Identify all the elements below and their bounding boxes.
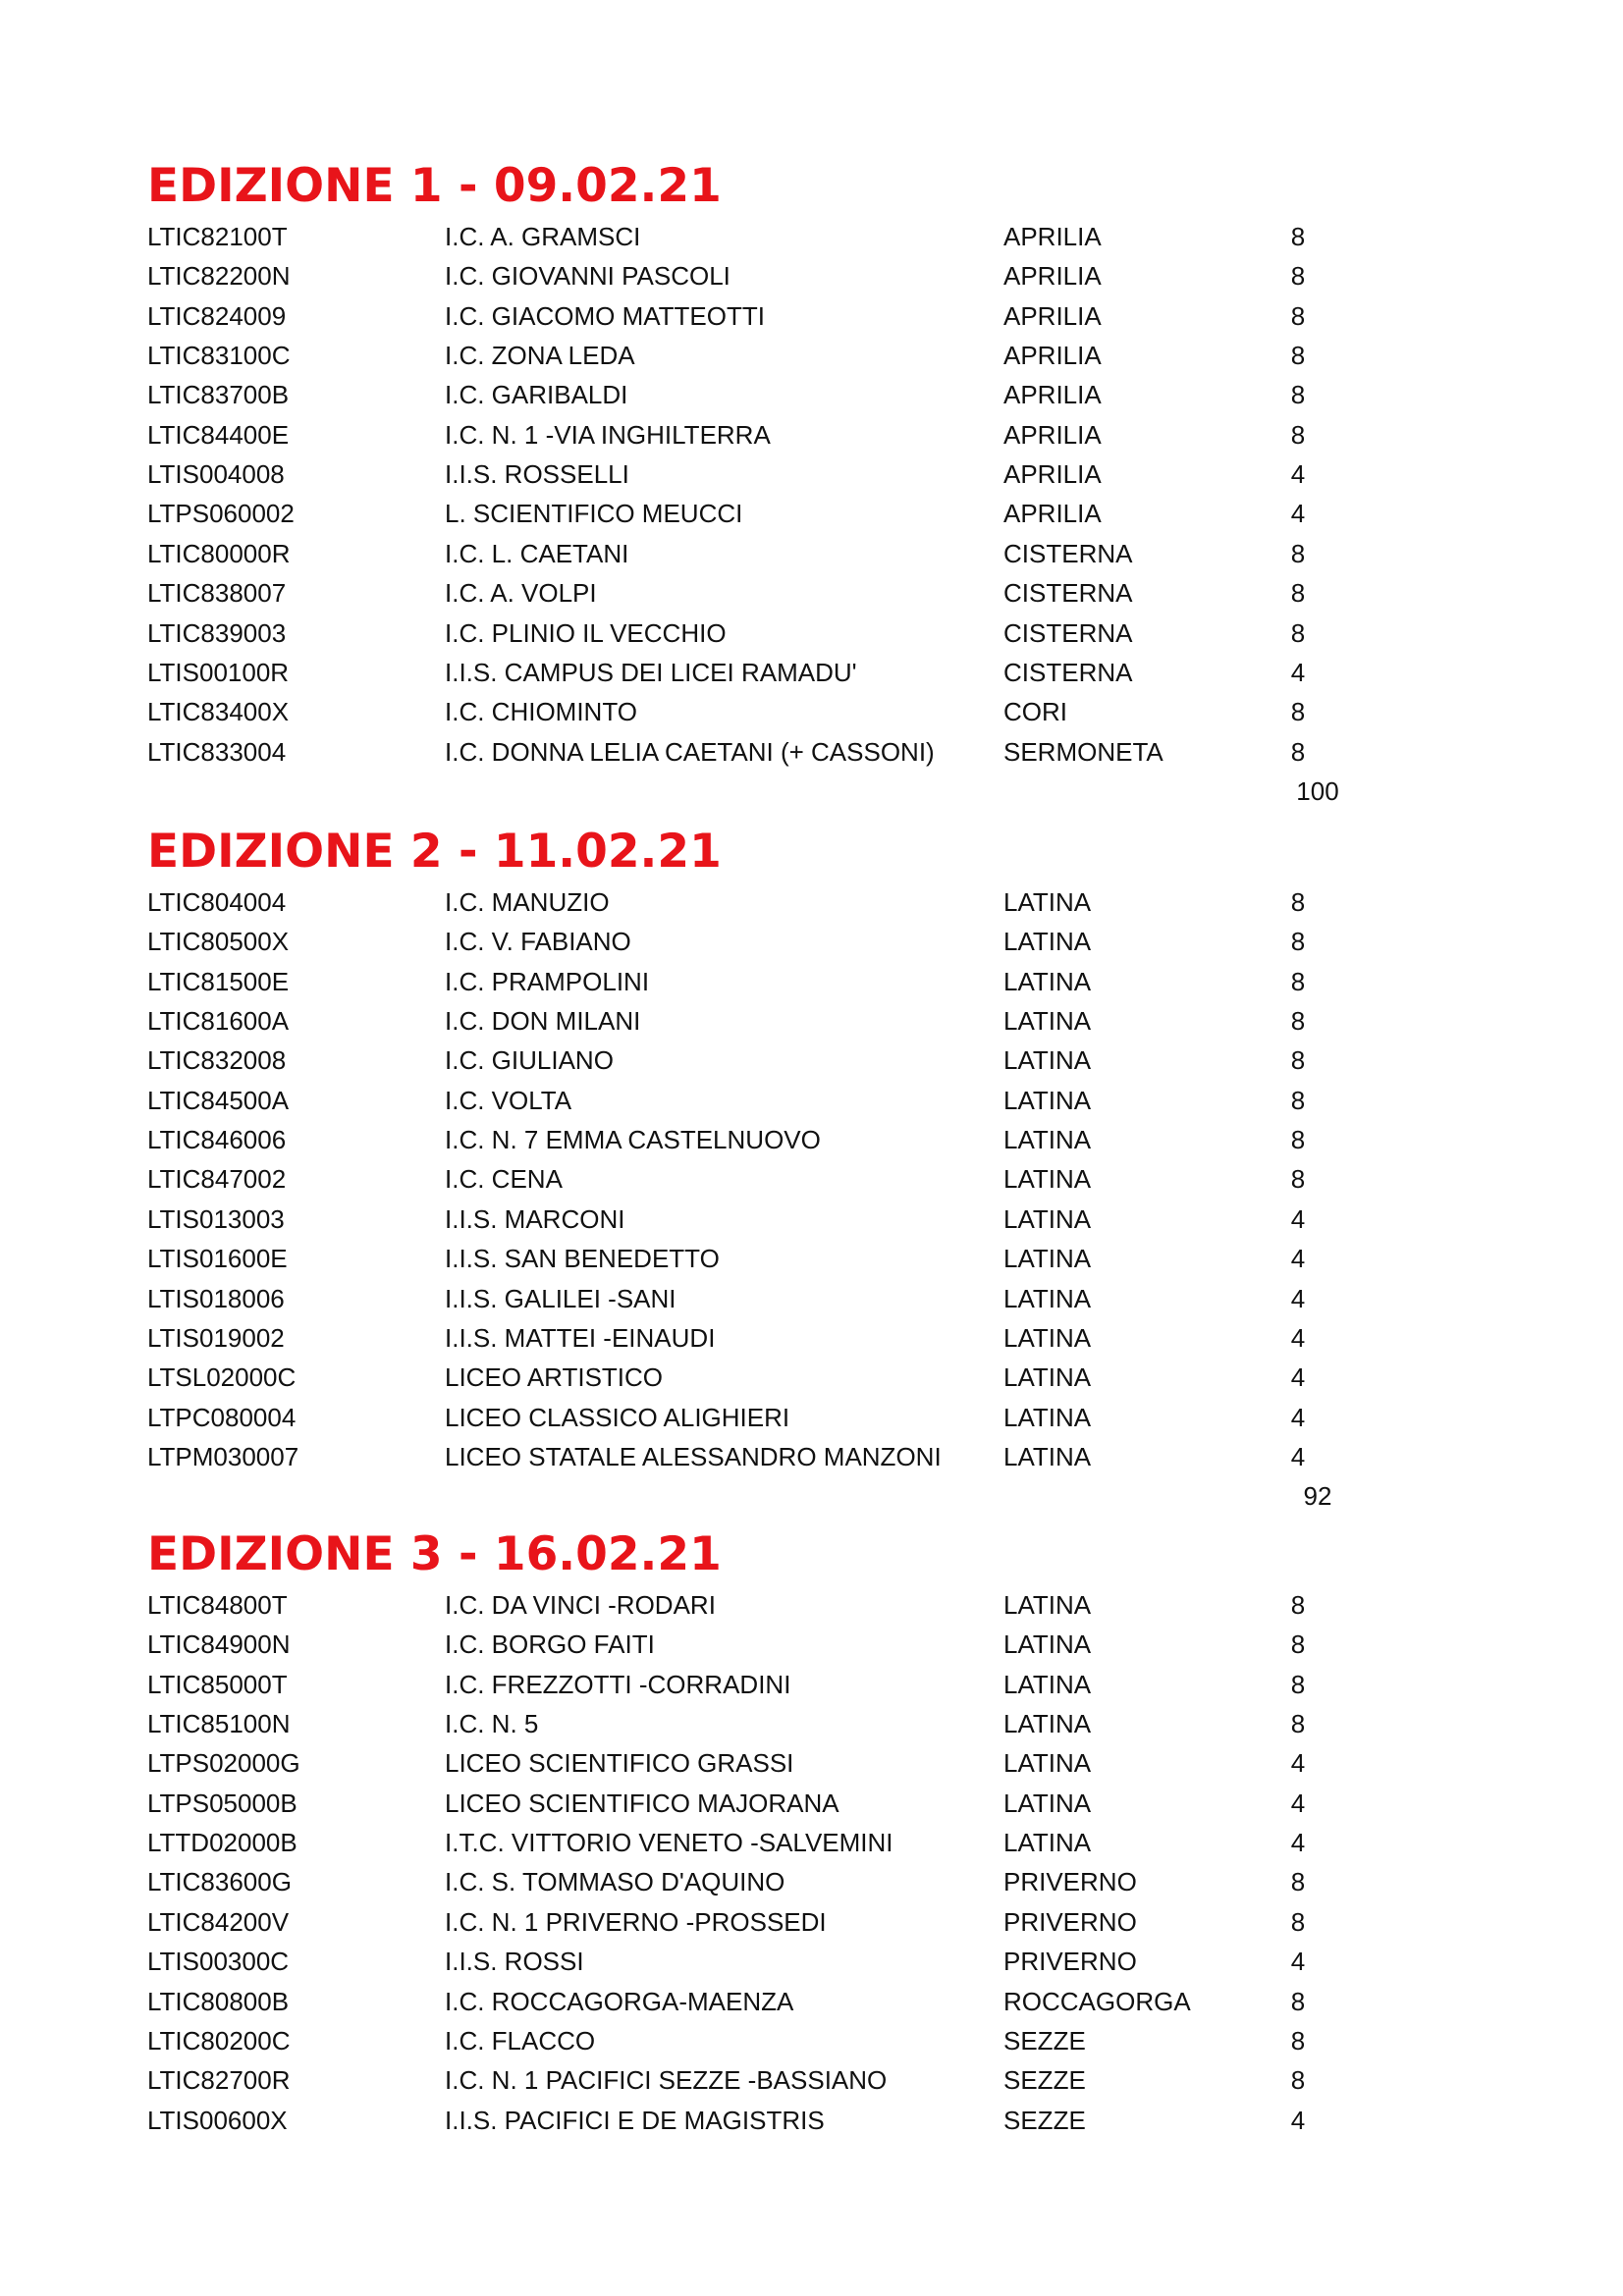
table-row [0, 962, 1623, 1001]
school-code: LTTD02000B [147, 1828, 298, 1858]
participant-count: 8 [1290, 966, 1306, 996]
school-name: LICEO SCIENTIFICO GRASSI [445, 1748, 794, 1779]
school-code: LTPS05000B [147, 1788, 298, 1818]
participant-count: 8 [1290, 1986, 1306, 2016]
table-row [0, 296, 1623, 336]
table-row [0, 1982, 1623, 2021]
school-code: LTIC81600A [147, 1006, 290, 1037]
participant-count: 8 [1290, 927, 1306, 957]
school-code: LTPC080004 [147, 1402, 297, 1432]
table-row [0, 1318, 1623, 1358]
participant-count: 4 [1290, 1203, 1306, 1234]
participant-count: 4 [1290, 1283, 1306, 1313]
participant-count: 4 [1290, 1362, 1306, 1393]
school-city: LATINA [1003, 966, 1092, 996]
participant-count: 8 [1290, 380, 1306, 410]
participant-count: 8 [1290, 1045, 1306, 1076]
school-city: APRILIA [1003, 499, 1102, 529]
school-name: I.C. CHIOMINTO [445, 697, 637, 727]
table-row [0, 1437, 1623, 1476]
school-name: LICEO STATALE ALESSANDRO MANZONI [445, 1441, 942, 1471]
table-row [0, 1665, 1623, 1704]
table-row [0, 1784, 1623, 1823]
school-city: PRIVERNO [1003, 1947, 1137, 1977]
school-city: LATINA [1003, 1669, 1092, 1699]
school-name: LICEO CLASSICO ALIGHIERI [445, 1402, 790, 1432]
table-row [0, 1239, 1623, 1278]
school-code: LTIC82700R [147, 2065, 291, 2096]
table-row [0, 692, 1623, 731]
participant-count: 8 [1290, 1669, 1306, 1699]
school-code: LTIC84200V [147, 1906, 290, 1937]
school-city: APRILIA [1003, 261, 1102, 292]
school-code: LTIC85100N [147, 1709, 291, 1739]
table-row [0, 336, 1623, 375]
school-name: I.I.S. PACIFICI E DE MAGISTRIS [445, 2105, 825, 2135]
school-name: I.C. FLACCO [445, 2025, 596, 2056]
school-name: I.C. GIULIANO [445, 1045, 614, 1076]
school-city: APRILIA [1003, 300, 1102, 331]
school-city: LATINA [1003, 1006, 1092, 1037]
school-name: I.C. DONNA LELIA CAETANI (+ CASSONI) [445, 736, 935, 767]
school-code: LTIC83600G [147, 1867, 292, 1897]
school-name: I.C. V. FABIANO [445, 927, 631, 957]
school-code: LTPM030007 [147, 1441, 299, 1471]
school-code: LTIC80800B [147, 1986, 290, 2016]
table-row [0, 375, 1623, 414]
table-row [0, 882, 1623, 922]
school-city: LATINA [1003, 1283, 1092, 1313]
school-city: LATINA [1003, 1590, 1092, 1620]
school-name: I.C. N. 7 EMMA CASTELNUOVO [445, 1125, 821, 1155]
participant-count: 8 [1290, 617, 1306, 648]
school-name: I.I.S. ROSSI [445, 1947, 584, 1977]
school-name: I.I.S. MARCONI [445, 1203, 625, 1234]
school-city: LATINA [1003, 1828, 1092, 1858]
participant-count: 4 [1290, 2105, 1306, 2135]
school-name: I.C. PRAMPOLINI [445, 966, 650, 996]
table-row [0, 2101, 1623, 2140]
school-code: LTIS01600E [147, 1244, 288, 1274]
school-city: LATINA [1003, 1748, 1092, 1779]
participant-count: 8 [1290, 2065, 1306, 2096]
school-name: I.C. L. CAETANI [445, 538, 629, 568]
school-code: LTPS02000G [147, 1748, 300, 1779]
school-name: I.C. FREZZOTTI -CORRADINI [445, 1669, 791, 1699]
school-name: I.I.S. ROSSELLI [445, 459, 629, 490]
school-city: APRILIA [1003, 419, 1102, 450]
school-code: LTIS018006 [147, 1283, 285, 1313]
school-code: LTIC839003 [147, 617, 287, 648]
participant-count: 8 [1290, 261, 1306, 292]
table-row [0, 1902, 1623, 1942]
school-name: I.I.S. GALILEI -SANI [445, 1283, 676, 1313]
table-row [0, 573, 1623, 613]
school-city: APRILIA [1003, 380, 1102, 410]
school-name: I.C. S. TOMMASO D'AQUINO [445, 1867, 785, 1897]
school-name: LICEO ARTISTICO [445, 1362, 664, 1393]
school-city: LATINA [1003, 1045, 1092, 1076]
school-code: LTIS004008 [147, 459, 285, 490]
school-city: LATINA [1003, 1788, 1092, 1818]
school-name: I.C. CENA [445, 1164, 563, 1195]
school-name: I.C. GIACOMO MATTEOTTI [445, 300, 765, 331]
table-row [0, 1862, 1623, 1901]
participant-count: 8 [1290, 736, 1306, 767]
participant-count: 4 [1290, 657, 1306, 687]
school-name: I.C. A. GRAMSCI [445, 222, 641, 251]
participant-count: 4 [1290, 499, 1306, 529]
school-city: LATINA [1003, 1709, 1092, 1739]
table-row [0, 1585, 1623, 1625]
table-row [0, 1279, 1623, 1318]
school-name: I.C. ROCCAGORGA-MAENZA [445, 1986, 794, 2016]
school-code: LTIC84400E [147, 419, 290, 450]
table-row [0, 1625, 1623, 1664]
edition-1-total: 100 [1296, 775, 1339, 806]
school-city: LATINA [1003, 1085, 1092, 1115]
school-city: APRILIA [1003, 222, 1102, 251]
school-code: LTIC847002 [147, 1164, 287, 1195]
school-name: I.T.C. VITTORIO VENETO -SALVEMINI [445, 1828, 893, 1858]
participant-count: 8 [1290, 222, 1306, 251]
school-code: LTIC824009 [147, 300, 287, 331]
table-row [0, 454, 1623, 494]
school-name: I.C. PLINIO IL VECCHIO [445, 617, 727, 648]
school-city: PRIVERNO [1003, 1867, 1137, 1897]
school-name: I.C. N. 1 -VIA INGHILTERRA [445, 419, 771, 450]
participant-count: 4 [1290, 459, 1306, 490]
participant-count: 4 [1290, 1788, 1306, 1818]
participant-count: 4 [1290, 1947, 1306, 1977]
table-row [0, 2021, 1623, 2060]
school-code: LTIC81500E [147, 966, 290, 996]
school-city: LATINA [1003, 1125, 1092, 1155]
edition-2-title: EDIZIONE 2 - 11.02.21 [147, 825, 722, 879]
participant-count: 8 [1290, 1006, 1306, 1037]
participant-count: 8 [1290, 1125, 1306, 1155]
school-name: I.C. A. VOLPI [445, 578, 597, 609]
school-name: I.C. GARIBALDI [445, 380, 628, 410]
school-code: LTIC80200C [147, 2025, 291, 2056]
school-city: LATINA [1003, 1203, 1092, 1234]
school-city: CISTERNA [1003, 657, 1133, 687]
school-code: LTIS00100R [147, 657, 290, 687]
table-row [0, 1358, 1623, 1397]
participant-count: 4 [1290, 1402, 1306, 1432]
table-row [0, 1398, 1623, 1437]
table-row [0, 1120, 1623, 1159]
school-city: LATINA [1003, 1164, 1092, 1195]
participant-count: 8 [1290, 341, 1306, 371]
school-name: I.C. N. 1 PACIFICI SEZZE -BASSIANO [445, 2065, 888, 2096]
participant-count: 4 [1290, 1322, 1306, 1353]
school-code: LTIC82200N [147, 261, 291, 292]
school-code: LTIS00600X [147, 2105, 288, 2135]
school-name: I.I.S. MATTEI -EINAUDI [445, 1322, 716, 1353]
table-row [0, 256, 1623, 295]
school-code: LTIC846006 [147, 1125, 287, 1155]
table-row [0, 1001, 1623, 1041]
table-row [0, 1200, 1623, 1239]
school-city: LATINA [1003, 1441, 1092, 1471]
table-row [0, 732, 1623, 772]
participant-count: 8 [1290, 1590, 1306, 1620]
school-city: LATINA [1003, 887, 1092, 917]
school-code: LTIC83100C [147, 341, 291, 371]
participant-count: 8 [1290, 578, 1306, 609]
school-code: LTSL02000C [147, 1362, 297, 1393]
school-name: I.C. GIOVANNI PASCOLI [445, 261, 730, 292]
school-code: LTIC83700B [147, 380, 290, 410]
school-city: APRILIA [1003, 341, 1102, 371]
participant-count: 8 [1290, 1867, 1306, 1897]
school-code: LTIC838007 [147, 578, 287, 609]
school-city: SERMONETA [1003, 736, 1163, 767]
school-code: LTIC84500A [147, 1085, 290, 1115]
participant-count: 8 [1290, 419, 1306, 450]
participant-count: 8 [1290, 887, 1306, 917]
school-name: I.C. N. 1 PRIVERNO -PROSSEDI [445, 1906, 827, 1937]
table-row [0, 922, 1623, 961]
school-code: LTIC82100T [147, 222, 288, 251]
school-city: SEZZE [1003, 2105, 1086, 2135]
table-row [0, 653, 1623, 692]
school-name: I.C. VOLTA [445, 1085, 572, 1115]
edition-1-title: EDIZIONE 1 - 09.02.21 [147, 159, 722, 213]
table-row [0, 2060, 1623, 2100]
school-code: LTIC80500X [147, 927, 290, 957]
table-row [0, 1041, 1623, 1080]
school-name: I.C. DON MILANI [445, 1006, 641, 1037]
school-code: LTIC83400X [147, 697, 290, 727]
participant-count: 8 [1290, 1164, 1306, 1195]
participant-count: 8 [1290, 538, 1306, 568]
participant-count: 8 [1290, 697, 1306, 727]
school-code: LTIC833004 [147, 736, 287, 767]
participant-count: 8 [1290, 300, 1306, 331]
school-name: I.C. ZONA LEDA [445, 341, 635, 371]
school-city: SEZZE [1003, 2025, 1086, 2056]
table-row [0, 1159, 1623, 1199]
table-row [0, 1942, 1623, 1981]
school-city: LATINA [1003, 1362, 1092, 1393]
participant-count: 8 [1290, 2025, 1306, 2056]
school-city: LATINA [1003, 1322, 1092, 1353]
participant-count: 4 [1290, 1441, 1306, 1471]
school-city: APRILIA [1003, 459, 1102, 490]
school-city: SEZZE [1003, 2065, 1086, 2096]
school-city: LATINA [1003, 1402, 1092, 1432]
participant-count: 8 [1290, 1906, 1306, 1937]
participant-count: 4 [1290, 1828, 1306, 1858]
table-row [0, 1823, 1623, 1862]
school-name: LICEO SCIENTIFICO MAJORANA [445, 1788, 839, 1818]
school-city: PRIVERNO [1003, 1906, 1137, 1937]
table-row [0, 1081, 1623, 1120]
school-city: LATINA [1003, 1629, 1092, 1660]
participant-count: 8 [1290, 1629, 1306, 1660]
table-row [0, 494, 1623, 533]
school-code: LTIS019002 [147, 1322, 285, 1353]
school-code: LTIS00300C [147, 1947, 290, 1977]
school-code: LTIS013003 [147, 1203, 285, 1234]
school-name: I.C. DA VINCI -RODARI [445, 1590, 716, 1620]
table-row [0, 1743, 1623, 1783]
school-code: LTIC84800T [147, 1590, 288, 1620]
school-city: LATINA [1003, 927, 1092, 957]
school-code: LTIC80000R [147, 538, 291, 568]
school-city: LATINA [1003, 1244, 1092, 1274]
school-name: I.C. N. 5 [445, 1709, 539, 1739]
edition-2-total: 92 [1303, 1481, 1332, 1512]
school-name: L. SCIENTIFICO MEUCCI [445, 499, 743, 529]
participant-count: 8 [1290, 1085, 1306, 1115]
school-city: CISTERNA [1003, 617, 1133, 648]
school-city: CISTERNA [1003, 578, 1133, 609]
school-code: LTPS060002 [147, 499, 295, 529]
school-name: I.I.S. SAN BENEDETTO [445, 1244, 720, 1274]
school-code: LTIC832008 [147, 1045, 287, 1076]
table-row [0, 534, 1623, 573]
school-name: I.C. MANUZIO [445, 887, 610, 917]
school-code: LTIC85000T [147, 1669, 288, 1699]
table-row [0, 217, 1623, 256]
school-city: CISTERNA [1003, 538, 1133, 568]
participant-count: 4 [1290, 1748, 1306, 1779]
school-name: I.I.S. CAMPUS DEI LICEI RAMADU' [445, 657, 857, 687]
edition-3-title: EDIZIONE 3 - 16.02.21 [147, 1527, 722, 1581]
school-code: LTIC804004 [147, 887, 287, 917]
table-row [0, 614, 1623, 653]
school-code: LTIC84900N [147, 1629, 291, 1660]
school-name: I.C. BORGO FAITI [445, 1629, 655, 1660]
school-city: CORI [1003, 697, 1067, 727]
table-row [0, 415, 1623, 454]
table-row [0, 1704, 1623, 1743]
participant-count: 8 [1290, 1709, 1306, 1739]
participant-count: 4 [1290, 1244, 1306, 1274]
school-city: ROCCAGORGA [1003, 1986, 1191, 2016]
